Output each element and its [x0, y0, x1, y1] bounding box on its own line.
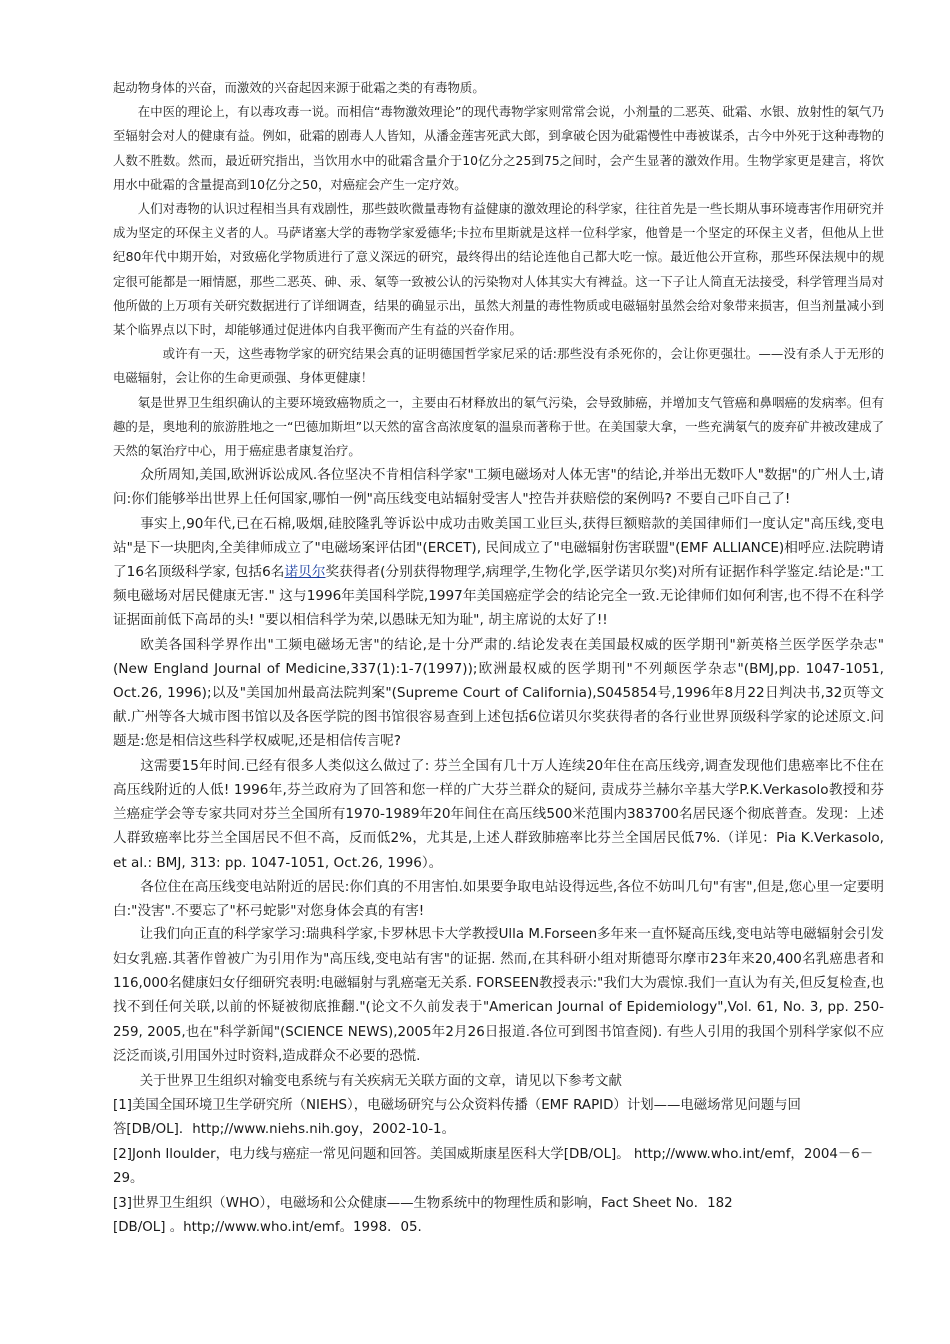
paragraph-11: 让我们向正直的科学家学习:瑞典科学家,卡罗林思卡大学教授Ulla M.Forseen多年来一直怀疑高压线,变电站等电磁辐射会引发妇女乳癌.其著作曾被广为引用作为"高压线,变电站有害"的证据. 然而,在其科研小组对斯德哥尔摩市23年来20,400名乳癌患者和116,000名健康妇女仔细研究表明:电磁辐射与乳癌毫无关系. FORSEEN教授表示:"我们大为震惊.我们一直认为有关,但反复检查,也找不到任何关联,以前的怀疑被彻底推翻."(论文不久前发表于"American Journal of Epidemiology",Vol. 61, No. 3, pp. 250-259, 2005,也在"科学新闻"(SCIENCE NEWS),2005年2月26日报道.各位可到图书馆查阅). 有些人引用的我国个别科学家似不应泛泛而谈,引用国外过时资料,造成群众不必要的恐慌. — [113, 927, 884, 1065]
paragraph-5: 氡是世界卫生组织确认的主要环境致癌物质之一，主要由石材释放出的氡气污染，会导致肺癌，并增加支气管癌和鼻咽癌的发病率。但有趣的是，奥地利的旅游胜地之一“巴德加斯坦”以天然的富含高浓度氡的温泉而著称于世。在美国蒙大拿，一些充满氡气的废弃矿井被改建成了天然的氡治疗中心，用于癌症患者康复治疗。 — [113, 394, 884, 459]
reference-3-line-2: [DB/OL] 。http;//www.who.int/emf。1998．05. — [113, 1219, 422, 1235]
paragraph-7 — [113, 512, 884, 633]
paragraph-3: 人们对毒物的认识过程相当具有戏剧性，那些鼓吹微量毒物有益健康的激效理论的科学家，往往首先是一些长期从事环境毒害作用研究并成为坚定的环保主义者的人。马萨诸塞大学的毒物学家爱德华;卡拉布里斯就是这样一位科学家，他曾是一个坚定的环保主义者，但他从上世纪80年代中期开始，对致癌化学物质进行了意义深远的研究，最终得出的结论连他自己都大吃一惊。最近他公开宣称，那些环保法规中的规定很可能都是一厢情愿，那些二恶英、砷、汞、氡等一致被公认的污染物对人体其实大有裨益。这一下子让人简直无法接受，科学管理当局对他所做的上万项有关研究数据进行了详细调查，结果的确显示出，虽然大剂量的毒性物质或电磁辐射虽然会给对象带来损害，但当剂量减小到某个临界点以下时，却能够通过促进体内自我平衡而产生有益的兴奋作用。 — [113, 201, 884, 338]
paragraph-6: 众所周知,美国,欧洲诉讼成风.各位坚决不肯相信科学家"工频电磁场对人体无害"的结论,并举出无数吓人"数据"的广州人士,请问:你们能够举出世界上任何国家,哪怕一例"高压线变电站辐射受害人"控告并获赔偿的案例吗? 不要自己吓自己了! — [113, 467, 884, 508]
reference-3-line-1: [3]世界卫生组织（WHO），电磁场和公众健康——生物系统中的物理性质和影响，Fact Sheet No．182 — [113, 1195, 733, 1211]
paragraph-1: 起动物身体的兴奋，而激效的兴奋起因来源于砒霜之类的有毒物质。 — [113, 80, 485, 95]
paragraph-7-text-a: 事实上,90年代,已在石棉,吸烟,硅胶隆乳等诉讼中成功击败美国工业巨头,获得巨额赔款的美国律师们一度认定"高压线,变电站"是下一块肥肉,全美律师成立了"电磁场案评估团"(ERCET), 民间成立了"电磁辐射伤害联盟"(EMF ALLIANCE)相呼应.法院聘请了16名顶级科学家, 包括6名 — [113, 515, 884, 581]
reference-1-line-1: [1]美国全国环境卫生学研究所（NIEHS），电磁场研究与公众资料传播（EMF RAPID）计划——电磁场常见问题与回 — [113, 1097, 801, 1113]
paragraph-7-text-b: 奖获得者(分别获得物理学,病理学,生物化学,医学诺贝尔奖)对所有证据作科学鉴定.结论是:"工频电磁场对居民健康无害." 这与1996年美国科学院,1997年美国癌症学会的结论完全一致.无论律师们如何利害,也不得不在科学证据面前低下高昂的头! "要以相信科学为荣,以愚昧无知为耻", 胡主席说的太好了!! — [113, 564, 885, 629]
paragraph-9: 这需要15年时间.已经有很多人类似这么做过了: 芬兰全国有几十万人连续20年住在高压线旁,调查发现他们患癌率比不住在高压线附近的人低! 1996年,芬兰政府为了回答和您一样的广大芬兰群众的疑问, 责成芬兰赫尔辛基大学P.K.Verkasolo教授和芬兰癌症学会等专家共同对芬兰全国所有1970-1989年20年间住在高压线500米范围内383700名居民逐个彻底普查。发现：上述人群致癌率比芬兰全国居民不但不高，反而低2%，尤其是,上述人群致肺癌率比芬兰全国居民低7%.（详见：Pia K.Verkasolo, et al.: BMJ, 313: pp. 1047-1051, Oct.26, 1996）。 — [113, 757, 884, 871]
paragraph-10: 各位住在高压线变电站附近的居民:你们真的不用害怕.如果要争取电站设得远些,各位不妨叫几句"有害",但是,您心里一定要明白:"没害".不要忘了"杯弓蛇影"对您身体会真的有害! — [113, 878, 884, 919]
reference-2-line-1: [2]Jonh Iloulder，电力线与癌症一常见问题和回答。美国威斯康星医科大学[DB/OL]。 http;//www.who.int/emf，2004－6－ — [113, 1146, 874, 1162]
paragraph-8: 欧美各国科学界作出"工频电磁场无害"的结论,是十分严肃的.结论发表在美国最权威的医学期刊"新英格兰医学医学杂志"(New England Journal of Medicine,337(1):1-7(1997));欧洲最权威的医学期刊"不列颠医学杂志"(BMJ,pp. 1047-1051, Oct.26, 1996);以及"美国加州最高法院判案"(Supreme Court of California),S045854号,1996年8月22日判决书,32页等文献.广州等各大城市图书馆以及各医学院的图书馆很容易查到上述包括6位诺贝尔奖获得者的各行业世界顶级科学家的论述原文.问题是:您是相信这些科学权威呢,还是相信传言呢? — [113, 636, 884, 750]
reference-2-line-2: 29。 — [113, 1171, 144, 1187]
paragraph-4: 或许有一天，这些毒物学家的研究结果会真的证明德国哲学家尼采的话:那些没有杀死你的，会让你更强壮。——没有杀人于无形的电磁辐射，会让你的生命更顽强、身体更健康！ — [113, 346, 884, 386]
reference-1-line-2: 答[DB/OL]．http;//www.niehs.nih.goy，2002-10-1。 — [113, 1122, 455, 1138]
paragraph-12: 关于世界卫生组织对输变电系统与有关疾病无关联方面的文章，请见以下参考文献 — [139, 1073, 622, 1089]
nobel-link[interactable]: 诺贝尔 — [284, 564, 326, 581]
paragraph-2: 在中医的理论上，有以毒攻毒一说。而相信“毒物激效理论”的现代毒物学家则常常会说，小剂量的二恶英、砒霜、水银、放射性的氡气乃至辐射会对人的健康有益。例如，砒霜的剧毒人人皆知，从潘金莲害死武大郎，到拿破仑因为砒霜慢性中毒被谋杀，古今中外死于这种毒物的人数不胜数。然而，最近研究指出，当饮用水中的砒霜含量介于10亿分之25到75之间时，会产生显著的激效作用。生物学家更是建言，将饮用水中砒霜的含量提高到10亿分之50，对癌症会产生一定疗效。 — [113, 104, 884, 192]
